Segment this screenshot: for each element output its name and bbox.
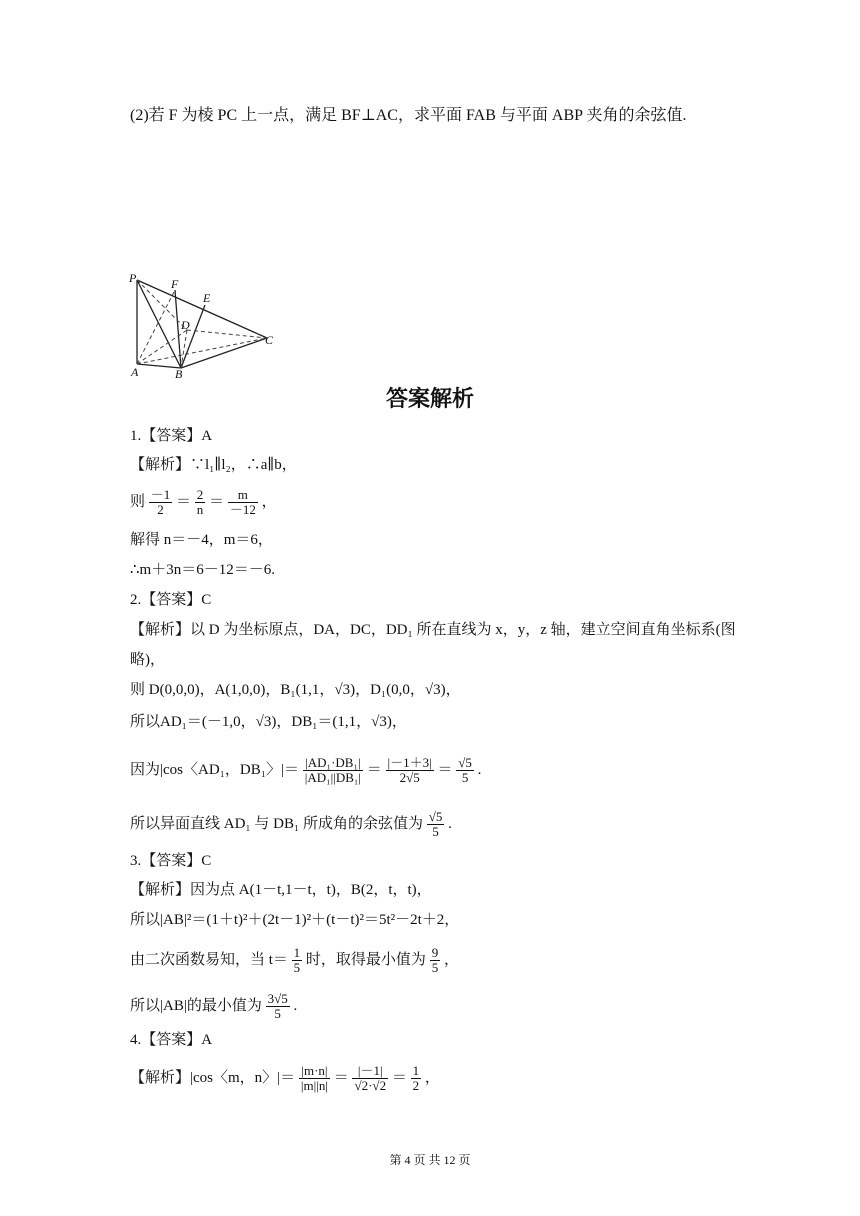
fraction: $\frac{\text{|AD₁·DB₁|}}{\text{|AD₁||DB₁|}}$ (304, 755, 362, 785)
edge-DB (181, 330, 187, 368)
answer-3-line-3: 由二次函数易知，当 t＝ $\frac{1}{5}$ 时，取得最小值为 $\frac{9}{5}$ ， (130, 945, 459, 975)
pyramid-figure (125, 268, 285, 383)
edge-AF (137, 290, 175, 364)
fraction: $\frac{√5}{5}$ (428, 809, 443, 839)
fraction: $\frac{√5}{5}$ (458, 755, 472, 785)
page-footer: 第 4 页 共 12 页 (389, 1153, 471, 1167)
answer-3-line-1: 【解析】因为点 A(1－t,1－t，t)，B(2，t，t)， (130, 882, 432, 898)
section-title: 答案解析 (385, 387, 474, 412)
edge-PD (137, 280, 187, 330)
edge-DC (187, 330, 267, 338)
label-P: P (129, 271, 137, 285)
question-2-text: (2)若 F 为棱 PC 上一点，满足 BF⊥AC，求平面 FAB 与平面 ABP 夹角的余弦值. (130, 107, 687, 124)
answer-2-line-4: 所以AD₁＝(－1,0，√3)，DB₁＝(1,1，√3)， (130, 714, 407, 730)
answer-3-line-4: 所以|AB|的最小值为 $\frac{3√5}{5}$ . (130, 991, 298, 1021)
answer-2-line-6: 所以异面直线 AD₁ 与 DB₁ 所成角的余弦值为 $\frac{√5}{5}$ . (130, 809, 452, 839)
label-F: F (171, 277, 179, 291)
fraction: $\frac{|m\cdot n|}{|m||n|}$ (300, 1063, 328, 1093)
answer-3-line-2: 所以|AB|²＝(1＋t)²＋(2t－1)²＋(t－t)²＝5t²－2t＋2， (130, 912, 460, 928)
edge-PC (137, 280, 267, 338)
answer-2-line-3: 则 D(0,0,0)，A(1,0,0)，B₁(1,1，√3)，D₁(0,0，√3)， (130, 682, 461, 698)
fraction: $\frac{m}{-12}$ (229, 487, 256, 517)
answer-2-line-2: 略)， (130, 652, 165, 668)
answer-4-line-1: 【解析】|cos〈m，n〉|＝ $\frac{|m\cdot n|}{|m||n|}$ ＝ $\frac{|-1|}{√2\cdot√2}$ ＝ $\frac{1}{2}$ ， (130, 1063, 440, 1093)
fraction: $\frac{1}{2}$ (412, 1063, 420, 1093)
answer-2-line-5: 因为|cos〈AD₁，DB₁〉|＝ $\frac{\text{|AD₁·DB₁|}}{\text{|AD₁||DB₁|}}$ ＝ $\frac{|-1+3|}{2√5}$ ＝ $\frac{√5}{5}$ . (130, 755, 482, 785)
edge-PB (137, 280, 181, 368)
answer-2-line-1: 【解析】以 D 为坐标原点，DA，DC，DD₁ 所在直线为 x，y，z 轴，建立空间直角坐标系(图 (130, 622, 736, 638)
fraction: $\frac{-1}{2}$ (150, 487, 171, 517)
answer-1-line-4: ∴m＋3n＝6－12＝－6. (130, 562, 275, 578)
fraction: $\frac{9}{5}$ (431, 945, 439, 975)
label-D: D (181, 318, 190, 332)
label-A: A (131, 365, 139, 379)
fraction: $\frac{2}{n}$ (196, 487, 204, 517)
answer-2-head: 2.【答案】C (130, 592, 212, 608)
fraction: $\frac{1}{5}$ (293, 945, 301, 975)
label-B: B (175, 367, 183, 381)
fraction: $\frac{|-1+3|}{2√5}$ (387, 755, 432, 785)
label-C: C (265, 333, 274, 347)
label-E: E (203, 291, 211, 305)
answer-1-line-3: 解得 n＝－4，m＝6， (130, 532, 273, 548)
answer-3-head: 3.【答案】C (130, 853, 212, 869)
fraction: $\frac{3√5}{5}$ (267, 991, 288, 1021)
answer-1-line-1: 【解析】∵l₁∥l₂，∴a∥b， (130, 457, 297, 473)
answer-4-head: 4.【答案】A (130, 1032, 213, 1048)
answer-1-line-2: 则 $\frac{-1}{2}$ ＝ $\frac{2}{n}$ ＝ $\frac{m}{-12}$ ， (130, 487, 277, 517)
edge-EB (181, 305, 205, 368)
fraction: $\frac{|-1|}{√2\cdot√2}$ (354, 1063, 387, 1093)
answer-1-head: 1.【答案】A (130, 428, 213, 444)
